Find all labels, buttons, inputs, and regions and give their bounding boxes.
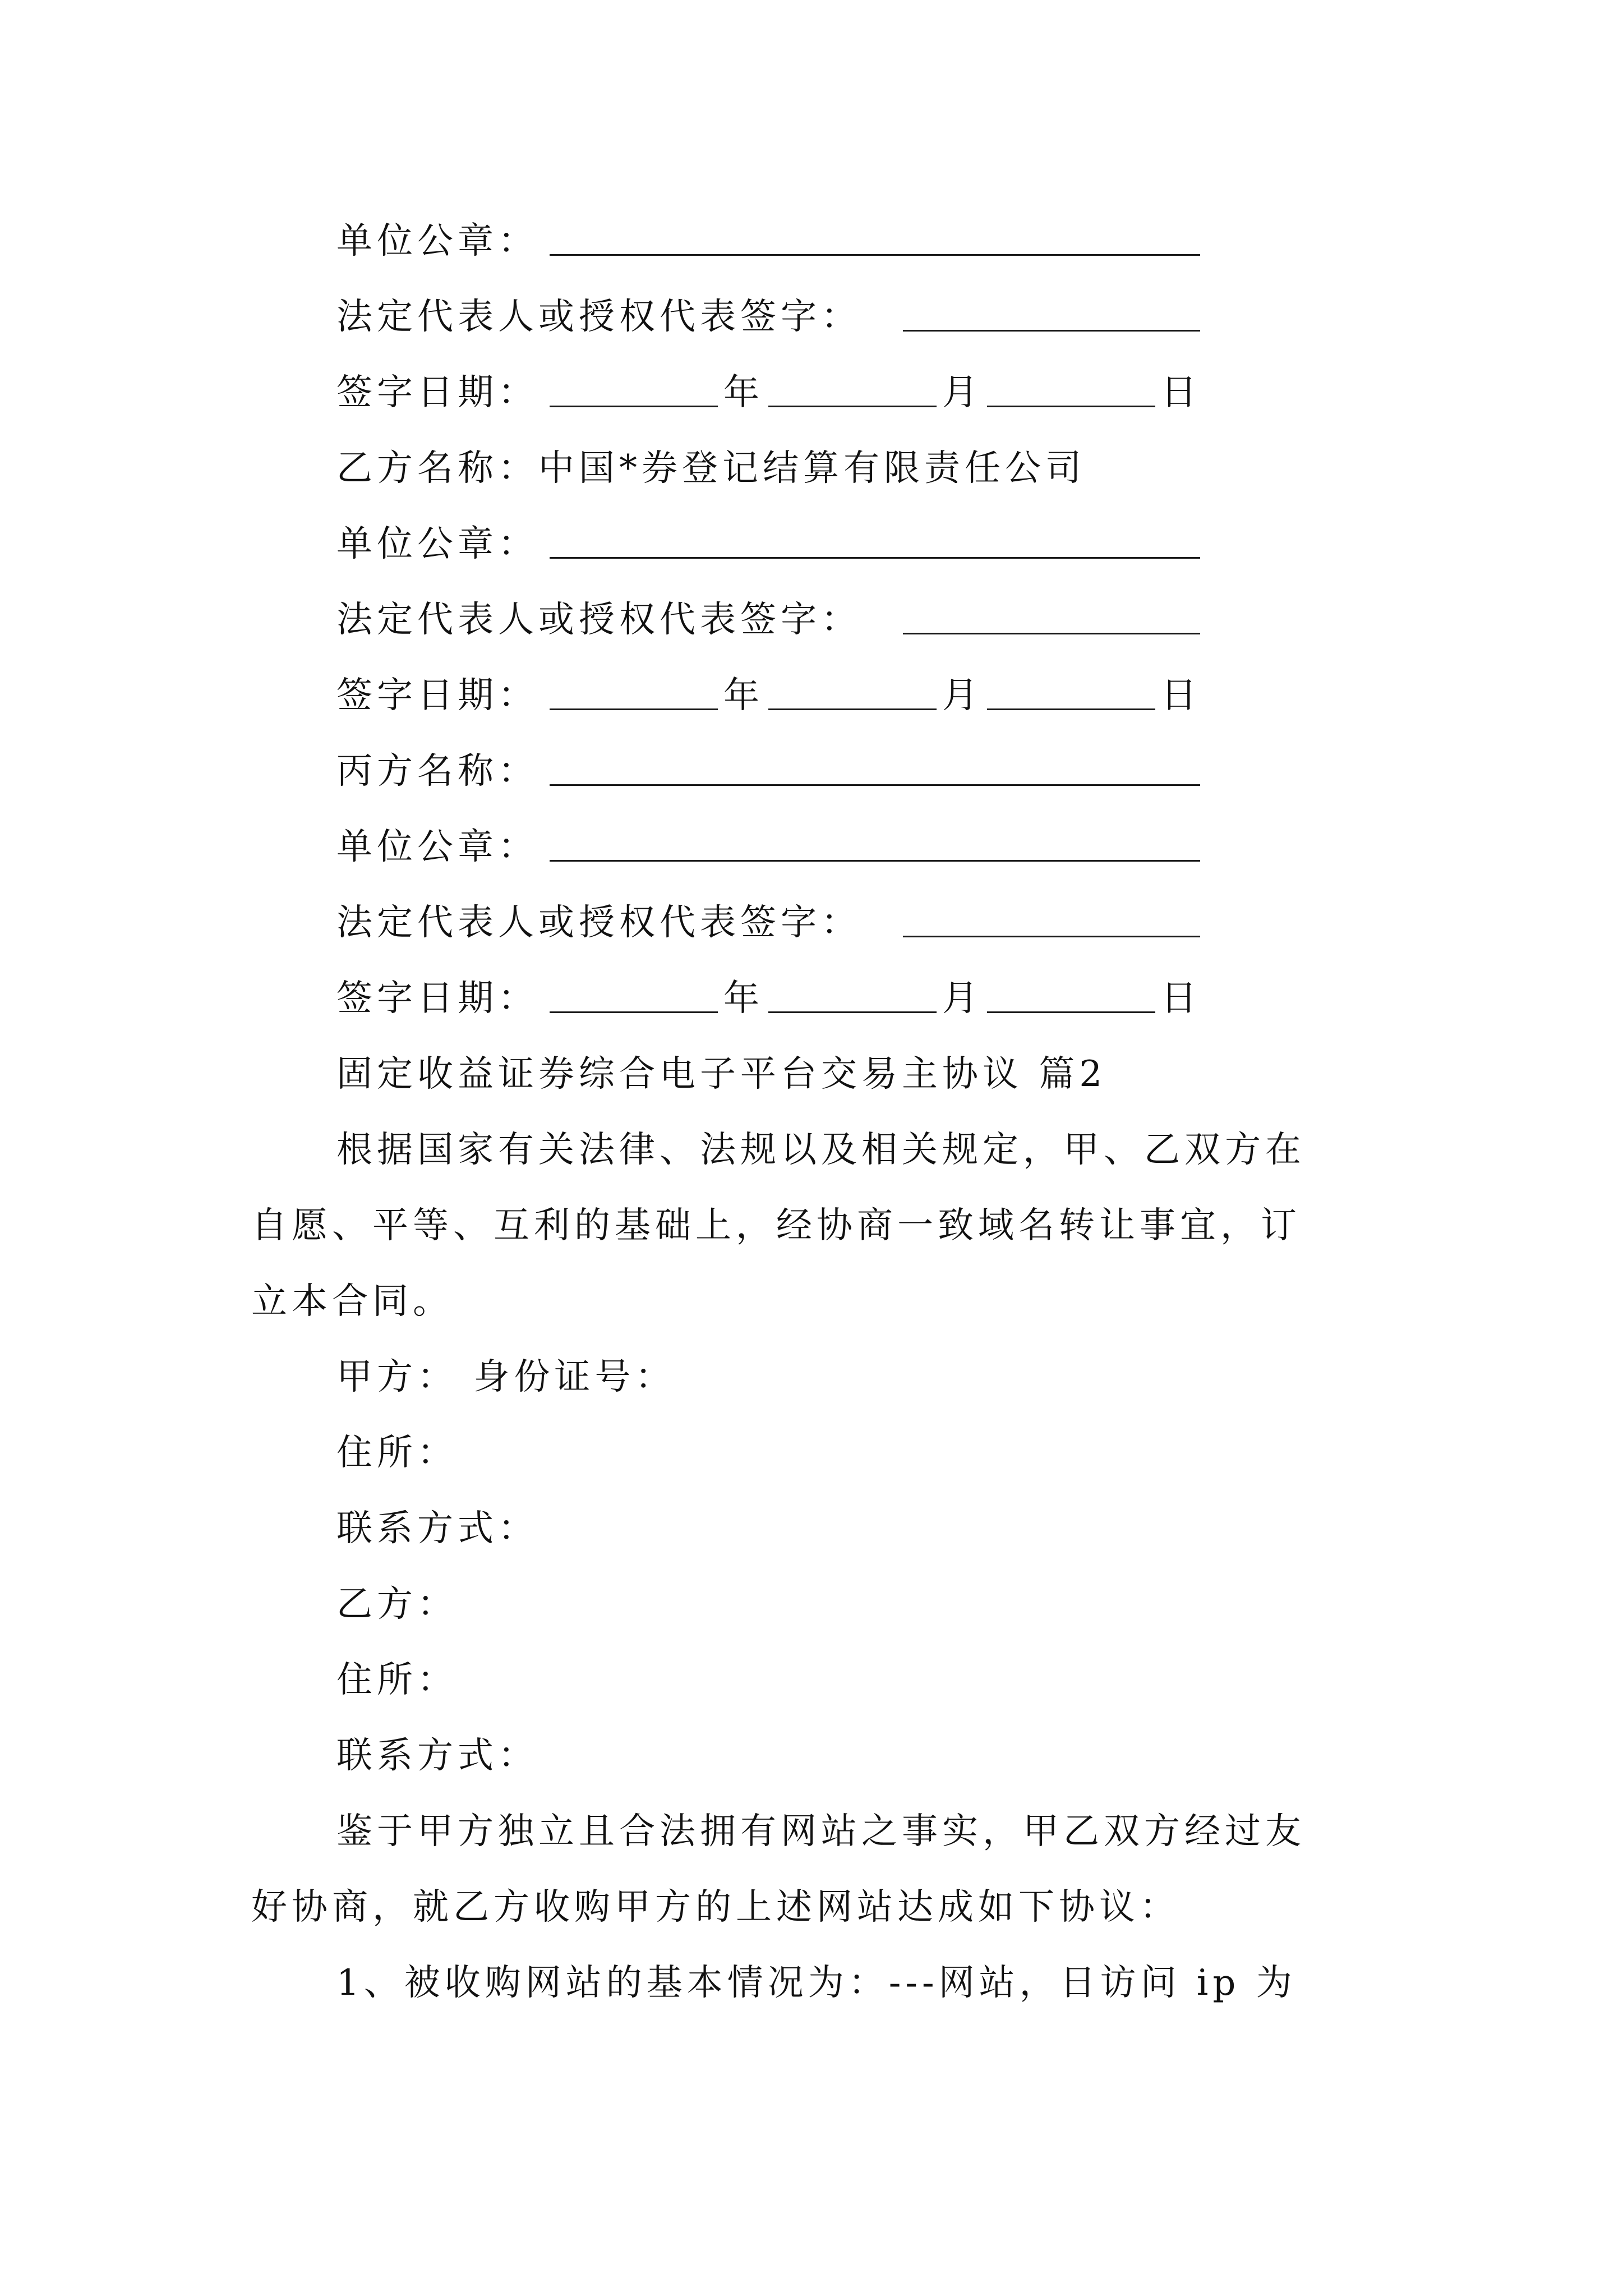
party-c-name-blank[interactable]: [550, 784, 1200, 786]
party-b-month-blank[interactable]: [768, 708, 937, 710]
party-c-rep-label: 法定代表人或授权代表签字：: [336, 902, 861, 944]
party-b-year-blank[interactable]: [550, 708, 718, 710]
party-a-rep-blank[interactable]: [903, 330, 1200, 332]
party-b-text: 乙方：: [336, 1584, 458, 1625]
party-b-name: 乙方名称：中国*券登记结算有限责任公司: [336, 448, 1086, 489]
party-a-id-text: 甲方： 身份证号：: [336, 1356, 676, 1398]
section-heading-text: 固定收益证券综合电子平台交易主协议 篇2: [336, 1053, 1107, 1095]
party-c-year-label: 年: [723, 978, 764, 1019]
party-b-day-label: 日: [1161, 675, 1201, 716]
party-c-name-label: 丙方名称：: [336, 751, 538, 792]
intro-text-2: 自愿、平等、互利的基础上，经协商一致域名转让事宜，订: [251, 1205, 1301, 1246]
party-b-month-label: 月: [942, 675, 983, 716]
party-a-month-label: 月: [942, 372, 983, 413]
party-a-day-blank[interactable]: [987, 406, 1155, 407]
party-b-address-text: 住所：: [336, 1659, 458, 1701]
party-c-day-label: 日: [1161, 978, 1201, 1019]
party-b-year-label: 年: [723, 675, 764, 716]
party-b-rep-blank[interactable]: [903, 633, 1200, 634]
party-c-rep-blank[interactable]: [903, 936, 1200, 937]
party-b-seal-label: 单位公章：: [336, 523, 538, 565]
party-b-day-blank[interactable]: [987, 708, 1155, 710]
whereas-text-2: 好协商，就乙方收购甲方的上述网站达成如下协议：: [251, 1887, 1180, 1928]
party-a-contact-text: 联系方式：: [336, 1508, 538, 1549]
party-c-date-label: 签字日期：: [336, 978, 538, 1019]
party-c-seal-label: 单位公章：: [336, 826, 538, 868]
party-a-address-text: 住所：: [336, 1432, 458, 1474]
party-a-date-label: 签字日期：: [336, 372, 538, 413]
party-b-rep-label: 法定代表人或授权代表签字：: [336, 599, 861, 641]
party-b-date-label: 签字日期：: [336, 675, 538, 716]
whereas-text-1: 鉴于甲方独立且合法拥有网站之事实，甲乙双方经过友: [336, 1811, 1306, 1852]
party-a-year-blank[interactable]: [550, 406, 718, 407]
party-a-rep-label: 法定代表人或授权代表签字：: [336, 296, 861, 338]
party-c-month-label: 月: [942, 978, 983, 1019]
party-c-seal-blank[interactable]: [550, 860, 1200, 862]
party-b-seal-blank[interactable]: [550, 557, 1200, 559]
party-c-month-blank[interactable]: [768, 1011, 937, 1013]
party-a-seal-blank[interactable]: [550, 254, 1200, 256]
clause-1-text: 1、被收购网站的基本情况为：---网站，日访问 ip 为: [336, 1962, 1297, 2004]
party-a-day-label: 日: [1161, 372, 1201, 413]
party-b-contact-text: 联系方式：: [336, 1735, 538, 1777]
party-c-day-blank[interactable]: [987, 1011, 1155, 1013]
intro-text-3: 立本合同。: [251, 1281, 453, 1322]
party-a-month-blank[interactable]: [768, 406, 937, 407]
intro-text-1: 根据国家有关法律、法规以及相关规定，甲、乙双方在: [336, 1129, 1306, 1171]
party-c-year-blank[interactable]: [550, 1011, 718, 1013]
party-a-year-label: 年: [723, 372, 764, 413]
party-a-seal-label: 单位公章：: [336, 220, 538, 262]
